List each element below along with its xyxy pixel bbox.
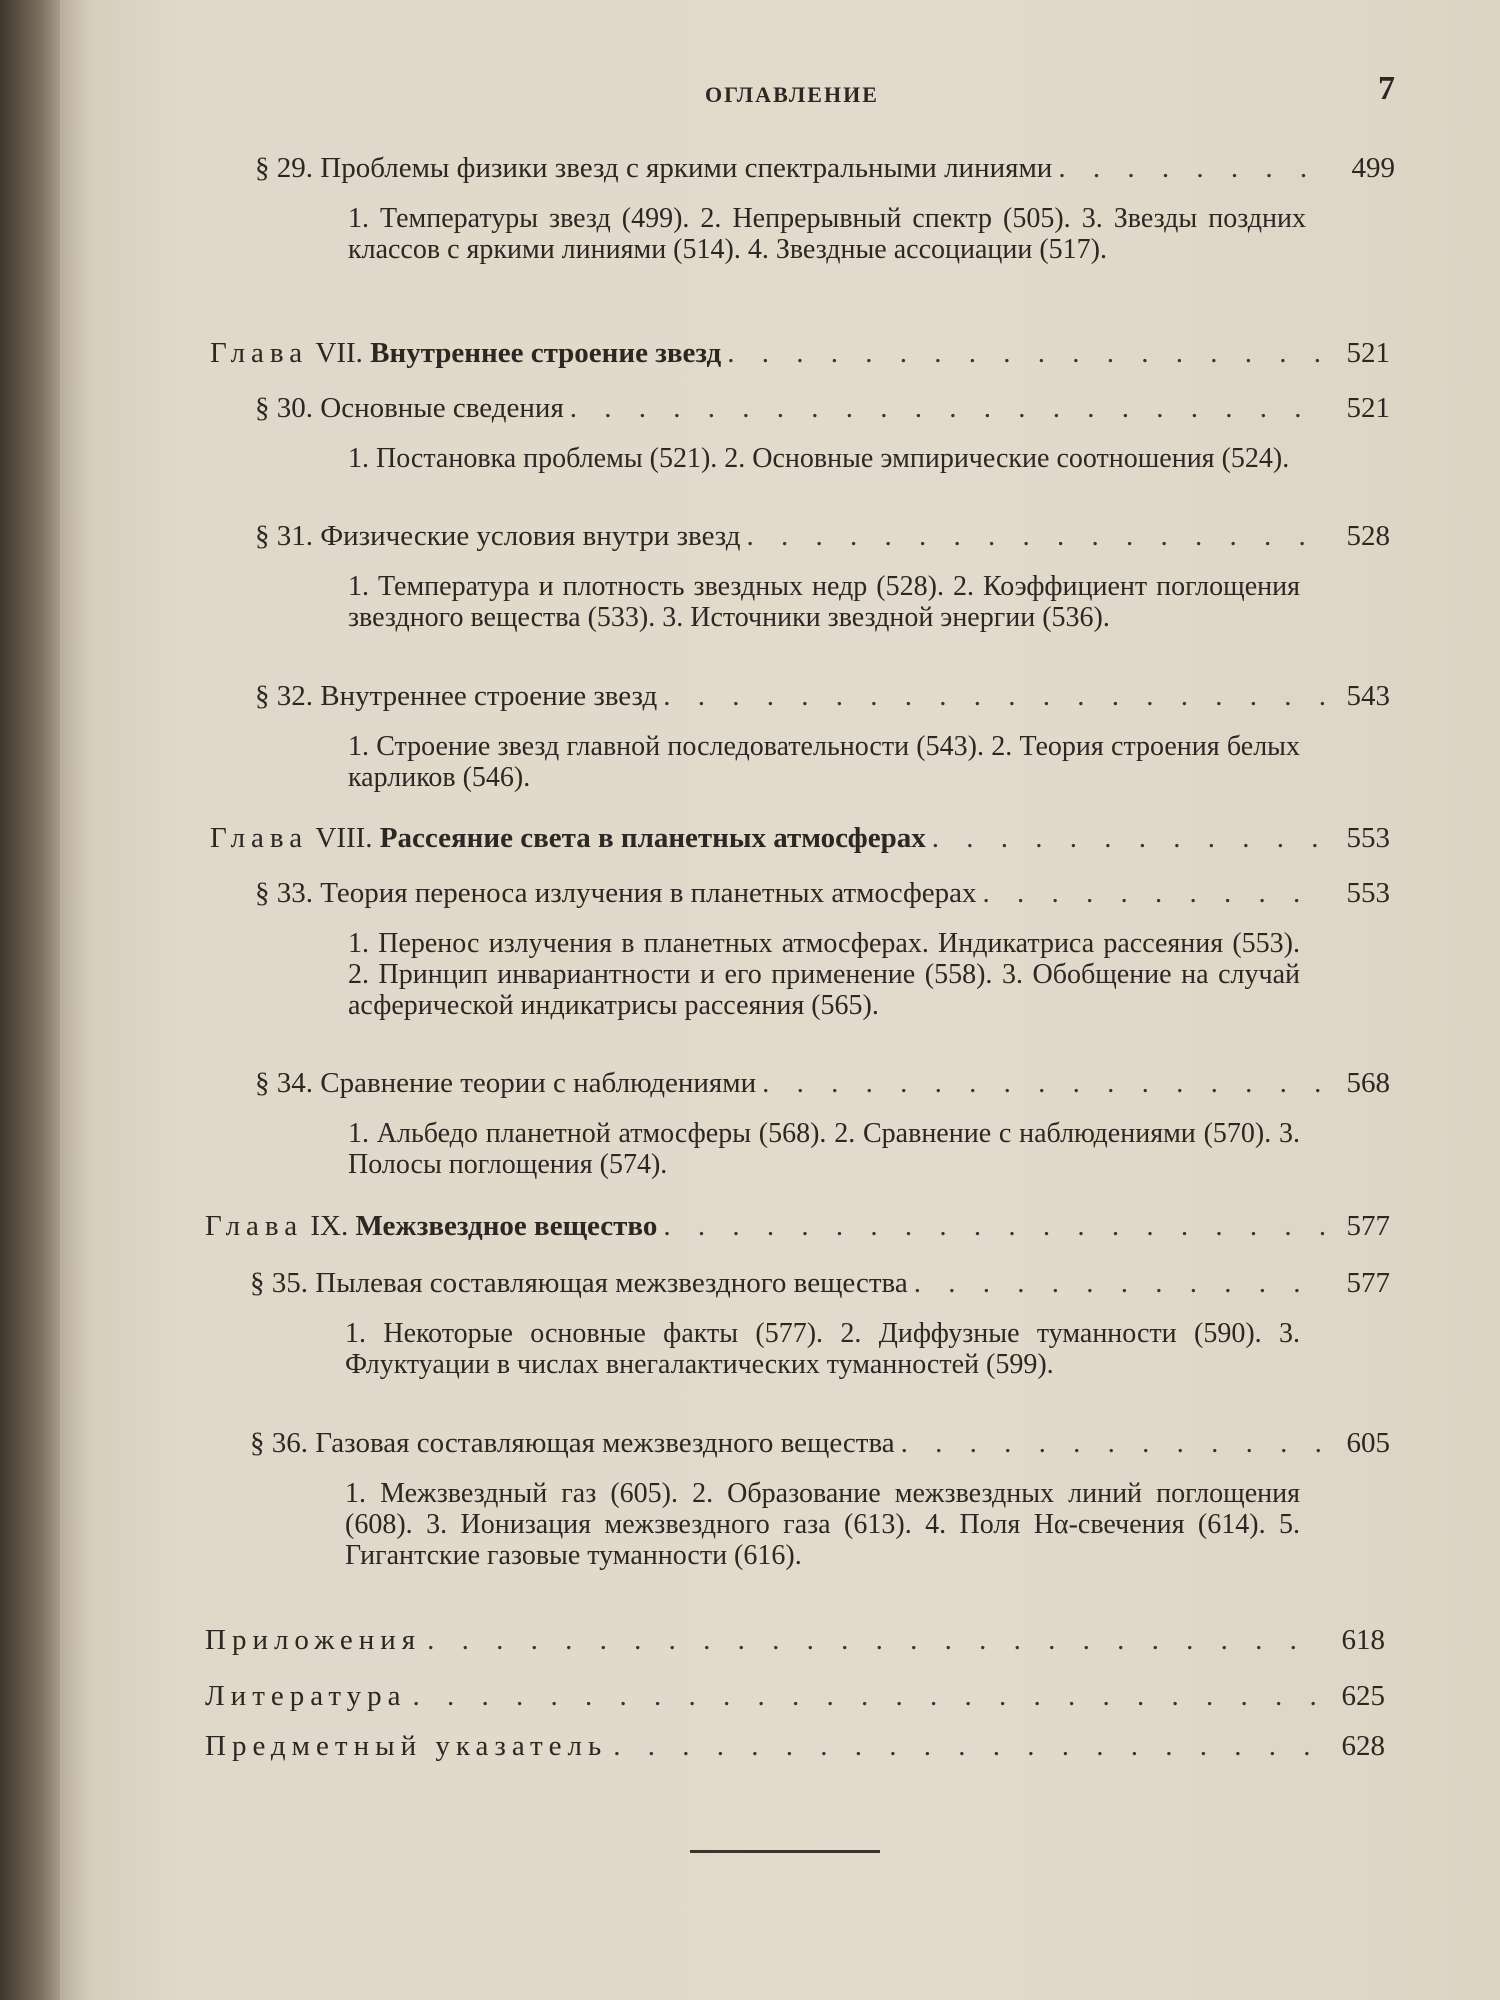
subsections-36: 1. Межзвездный газ (605). 2. Образование межзвездных линий поглощения (608). 3. Ионизация межзвездного газа (613). 4. Поля Hα-свечения (614). 5. Гигантские газовые туманности (616). [345,1478,1300,1571]
page-ref: 577 [1346,1267,1390,1299]
chapter-title: Рассеяние света в планетных атмосферах [379,822,926,854]
toc-entry-chapter-8 [210,820,1390,860]
page-number: 7 [1378,70,1395,107]
chapter-prefix: Глава [210,337,309,369]
subsections-34: 1. Альбедо планетной атмосферы (568). 2. Сравнение с наблюдениями (570). 3. Полосы поглощения (574). [348,1118,1300,1180]
page-ref: 499 [1351,152,1395,184]
toc-entry-section-32 [255,678,1390,718]
book-gutter [0,0,60,2000]
dot-leader [982,875,1324,911]
subsections-32: 1. Строение звезд главной последовательности (543). 2. Теория строения белых карликов (546). [348,731,1300,793]
chapter-title: Внутреннее строение звезд [370,337,722,369]
toc-entry-section-31 [255,518,1390,558]
page-ref: 543 [1346,680,1390,712]
subsections-31: 1. Температура и плотность звездных недр (528). 2. Коэффициент поглощения звездного вещества (533). 3. Источники звездной энергии (536). [348,571,1300,633]
dot-leader [727,335,1324,371]
page-ref: 628 [1341,1730,1385,1762]
toc-entry-section-34 [255,1065,1390,1105]
section-number: § 35. [250,1267,308,1299]
page-ref: 521 [1346,337,1390,369]
page-ref: 625 [1341,1680,1385,1712]
toc-entry-section-29 [255,150,1395,190]
section-title: Пылевая составляющая межзвездного вещества [315,1267,908,1299]
running-title: ОГЛАВЛЕНИЕ [705,82,879,107]
section-number: § 33. [255,877,313,909]
toc-entry-literature [205,1678,1385,1718]
section-number: § 34. [255,1067,313,1099]
dot-leader [613,1728,1319,1764]
dot-leader [1058,150,1329,186]
dot-leader [413,1678,1319,1714]
chapter-title: Межзвездное вещество [355,1210,658,1242]
section-number: § 31. [255,520,313,552]
chapter-number: VII. [315,337,363,369]
dot-leader [901,1425,1324,1461]
dot-leader [914,1265,1324,1301]
page-ref: 553 [1346,822,1390,854]
page-ref: 605 [1346,1427,1390,1459]
toc-entry-section-36 [250,1425,1390,1465]
page-ref: 553 [1346,877,1390,909]
entry-title: Приложения [205,1624,422,1656]
page-ref: 568 [1346,1067,1390,1099]
page-ref: 521 [1346,392,1390,424]
toc-entry-section-35 [250,1265,1390,1305]
dot-leader [427,1622,1319,1658]
dot-leader [762,1065,1324,1101]
section-title: Внутреннее строение звезд [320,680,658,712]
section-title: Физические условия внутри звезд [320,520,741,552]
section-number: § 30. [255,392,313,424]
toc-entry-appendices [205,1622,1385,1662]
subsections-30: 1. Постановка проблемы (521). 2. Основные эмпирические соотношения (524). [348,443,1290,474]
dot-leader [663,678,1324,714]
dot-leader [932,820,1324,856]
section-title: Сравнение теории с наблюдениями [320,1067,757,1099]
subsections-35: 1. Некоторые основные факты (577). 2. Диффузные туманности (590). 3. Флуктуации в числах внегалактических туманностей (599). [345,1318,1300,1380]
section-title: Газовая составляющая межзвездного вещества [315,1427,895,1459]
dot-leader [663,1208,1324,1244]
end-rule [690,1850,880,1853]
toc-entry-chapter-7 [210,335,1390,375]
section-number: § 36. [250,1427,308,1459]
page-ref: 577 [1346,1210,1390,1242]
section-title: Теория переноса излучения в планетных атмосферах [320,877,977,909]
dot-leader [746,518,1324,554]
subsections-33: 1. Перенос излучения в планетных атмосферах. Индикатриса рассеяния (553). 2. Принцип инвариантности и его применение (558). 3. Обобщение на случай асферической индикатрисы рассеяния (565). [348,928,1300,1021]
entry-title: Предметный указатель [205,1730,608,1762]
section-number: § 29. [255,152,313,184]
toc-entry-subject-index [205,1728,1385,1768]
toc-entry-section-30 [255,390,1390,430]
section-title: Проблемы физики звезд с яркими спектральными линиями [320,152,1053,184]
subsections-29: 1. Температуры звезд (499). 2. Непрерывный спектр (505). 3. Звезды поздних классов с яркими линиями (514). 4. Звездные ассоциации (517). [348,203,1306,265]
page-ref: 528 [1346,520,1390,552]
section-title: Основные сведения [320,392,564,424]
page-header [0,70,1500,120]
section-number: § 32. [255,680,313,712]
chapter-number: VIII. [315,822,373,854]
entry-title: Литература [205,1680,407,1712]
toc-entry-section-33 [255,875,1390,915]
chapter-prefix: Глава [210,822,309,854]
chapter-number: IX. [310,1210,349,1242]
chapter-prefix: Глава [205,1210,304,1242]
page-ref: 618 [1341,1624,1385,1656]
toc-entry-chapter-9 [205,1208,1390,1248]
dot-leader [570,390,1324,426]
